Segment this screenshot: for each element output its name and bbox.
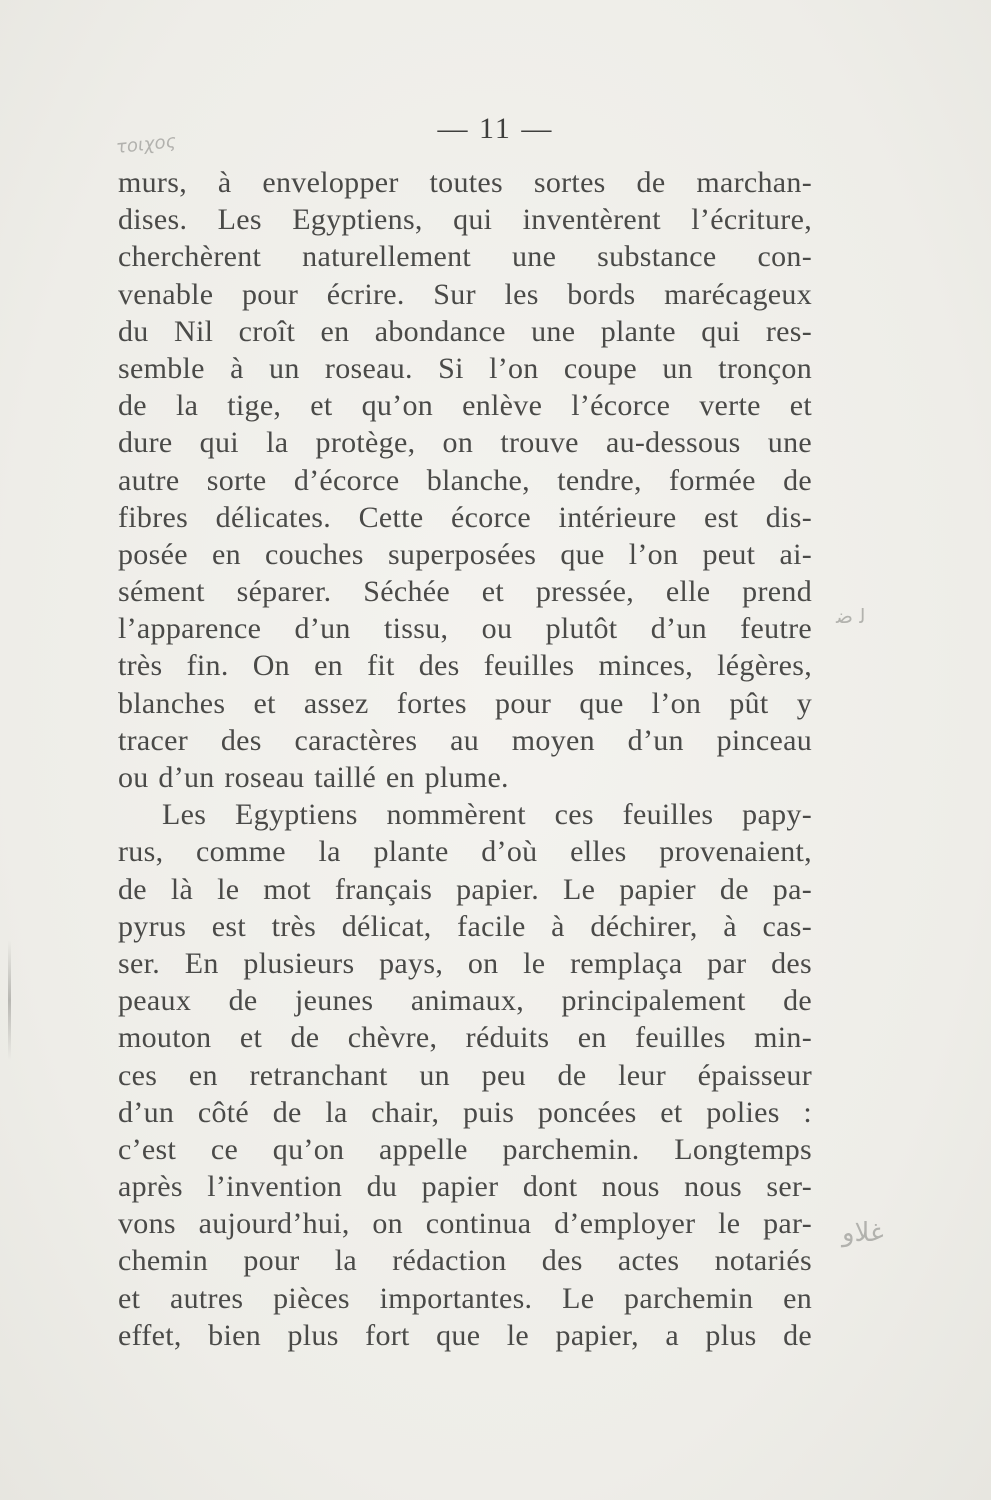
text-line: sément séparer. Séchée et pressée, elle prend [118, 575, 812, 609]
pencil-annotation-top: τοιχος [115, 130, 178, 159]
page-number: — 11 — [437, 112, 554, 145]
text-line: de là le mot français papier. Le papier de pa- [118, 872, 812, 906]
page-edge-shadow [8, 940, 11, 1060]
text-line: du Nil croît en abondance une plante qui res- [118, 314, 812, 348]
text-line: ou d’un roseau taillé en plume. [118, 761, 509, 794]
text-line: dises. Les Egyptiens, qui inventèrent l’écriture, [118, 203, 812, 237]
text-line: vons aujourd’hui, on continua d’employer le par- [118, 1207, 812, 1241]
text-line: d’un côté de la chair, puis poncées et polies : [118, 1095, 812, 1129]
text-line: blanches et assez fortes pour que l’on pût y [118, 686, 812, 720]
text-line: fibres délicates. Cette écorce intérieure est dis- [118, 500, 812, 534]
text-line: l’apparence d’un tissu, ou plutôt d’un feutre [118, 612, 812, 646]
text-line: après l’invention du papier dont nous nous ser- [118, 1170, 812, 1204]
text-line: chemin pour la rédaction des actes notariés [118, 1244, 812, 1278]
text-line: c’est ce qu’on appelle parchemin. Longtemps [118, 1132, 812, 1166]
pencil-annotation-right: ﻟ ﺿ [836, 604, 866, 628]
text-line: tracer des caractères au moyen d’un pinceau [118, 723, 812, 757]
text-line: ser. En plusieurs pays, on le remplaça par des [118, 946, 812, 980]
text-line: ces en retranchant un peu de leur épaisseur [118, 1058, 812, 1092]
text-line: mouton et de chèvre, réduits en feuilles min- [118, 1021, 812, 1055]
text-line: Les Egyptiens nommèrent ces feuilles papy- [162, 798, 812, 832]
text-line: semble à un roseau. Si l’on coupe un tronçon [118, 351, 812, 385]
text-line: effet, bien plus fort que le papier, a plus de [118, 1318, 812, 1352]
pencil-annotation-bottom: ﻏﻠﺎﻭ [842, 1218, 884, 1248]
text-line: très fin. On en fit des feuilles minces, légères, [118, 649, 812, 683]
text-line: et autres pièces importantes. Le parchemin en [118, 1281, 812, 1315]
text-line: pyrus est très délicat, facile à déchirer, à cas- [118, 909, 812, 943]
text-line: murs, à envelopper toutes sortes de marchan- [118, 166, 812, 199]
text-line: dure qui la protège, on trouve au-dessous une [118, 426, 812, 460]
text-line: autre sorte d’écorce blanche, tendre, formée de [118, 463, 812, 497]
text-line: rus, comme la plante d’où elles provenaient, [118, 835, 812, 869]
text-line: peaux de jeunes animaux, principalement de [118, 984, 812, 1018]
text-line: posée en couches superposées que l’on peut ai- [118, 537, 812, 571]
text-line: cherchèrent naturellement une substance con- [118, 240, 812, 274]
text-line: venable pour écrire. Sur les bords marécageux [118, 277, 812, 311]
body-text [118, 164, 812, 1354]
text-line: de la tige, et qu’on enlève l’écorce verte et [118, 389, 812, 423]
